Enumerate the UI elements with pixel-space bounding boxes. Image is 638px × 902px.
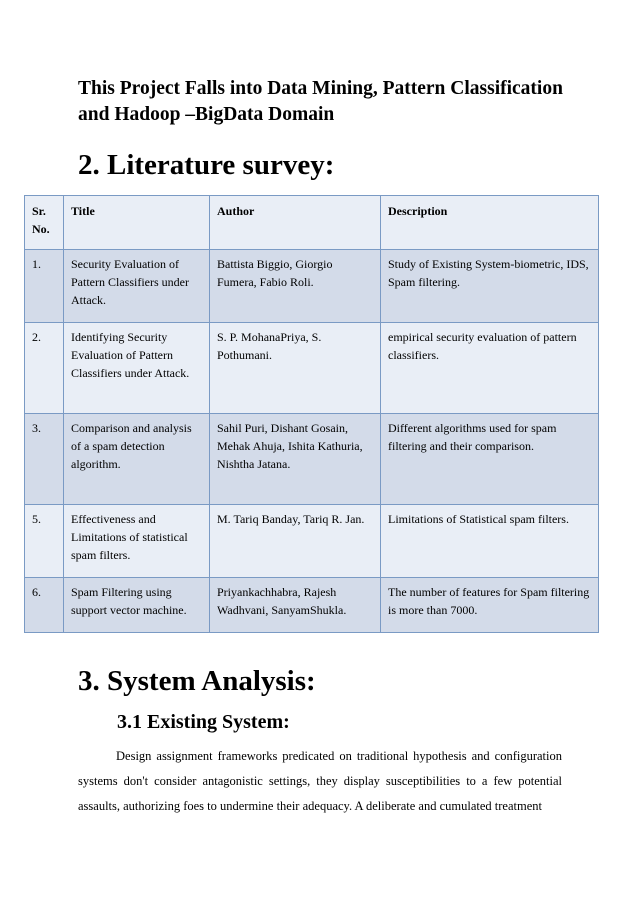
existing-system-heading: 3.1 Existing System: bbox=[117, 711, 290, 733]
cell-sr: 3. bbox=[25, 414, 64, 505]
cell-author: S. P. MohanaPriya, S. Pothumani. bbox=[210, 323, 381, 414]
table-row bbox=[25, 505, 599, 578]
intro-heading: This Project Falls into Data Mining, Pattern Classification and Hadoop –BigData Domain bbox=[78, 78, 563, 125]
header-title: Title bbox=[64, 196, 210, 250]
cell-title: Comparison and analysis of a spam detection algorithm. bbox=[64, 414, 210, 505]
cell-title: Security Evaluation of Pattern Classifiers under Attack. bbox=[64, 250, 210, 323]
cell-author: Battista Biggio, Giorgio Fumera, Fabio Roli. bbox=[210, 250, 381, 323]
header-description: Description bbox=[381, 196, 599, 250]
header-sr-no: Sr. No. bbox=[25, 196, 64, 250]
table-row bbox=[25, 414, 599, 505]
literature-survey-table bbox=[24, 195, 599, 633]
existing-system-paragraph: Design assignment frameworks predicated on traditional hypothesis and configuration systems don't consider antagonistic settings, they display susceptibilities to a few potential assaults, authorizing foes to undermine their adequacy. A deliberate and cumulated treatment bbox=[78, 749, 562, 813]
cell-title: Effectiveness and Limitations of statistical spam filters. bbox=[64, 505, 210, 578]
cell-sr: 6. bbox=[25, 578, 64, 633]
table-row bbox=[25, 250, 599, 323]
cell-author: Priyankachhabra, Rajesh Wadhvani, SanyamShukla. bbox=[210, 578, 381, 633]
table-row bbox=[25, 578, 599, 633]
cell-title: Spam Filtering using support vector machine. bbox=[64, 578, 210, 633]
header-author: Author bbox=[210, 196, 381, 250]
cell-description: Different algorithms used for spam filtering and their comparison. bbox=[381, 414, 599, 505]
literature-survey-heading: 2. Literature survey: bbox=[78, 149, 335, 181]
cell-title: Identifying Security Evaluation of Pattern Classifiers under Attack. bbox=[64, 323, 210, 414]
cell-author: Sahil Puri, Dishant Gosain, Mehak Ahuja, Ishita Kathuria, Nishtha Jatana. bbox=[210, 414, 381, 505]
cell-sr: 5. bbox=[25, 505, 64, 578]
cell-sr: 1. bbox=[25, 250, 64, 323]
cell-description: empirical security evaluation of pattern classifiers. bbox=[381, 323, 599, 414]
system-analysis-heading: 3. System Analysis: bbox=[78, 665, 316, 697]
cell-description: Limitations of Statistical spam filters. bbox=[381, 505, 599, 578]
table-header-row bbox=[25, 196, 599, 250]
cell-description: Study of Existing System-biometric, IDS, Spam filtering. bbox=[381, 250, 599, 323]
table-row bbox=[25, 323, 599, 414]
cell-author: M. Tariq Banday, Tariq R. Jan. bbox=[210, 505, 381, 578]
cell-sr: 2. bbox=[25, 323, 64, 414]
cell-description: The number of features for Spam filtering is more than 7000. bbox=[381, 578, 599, 633]
